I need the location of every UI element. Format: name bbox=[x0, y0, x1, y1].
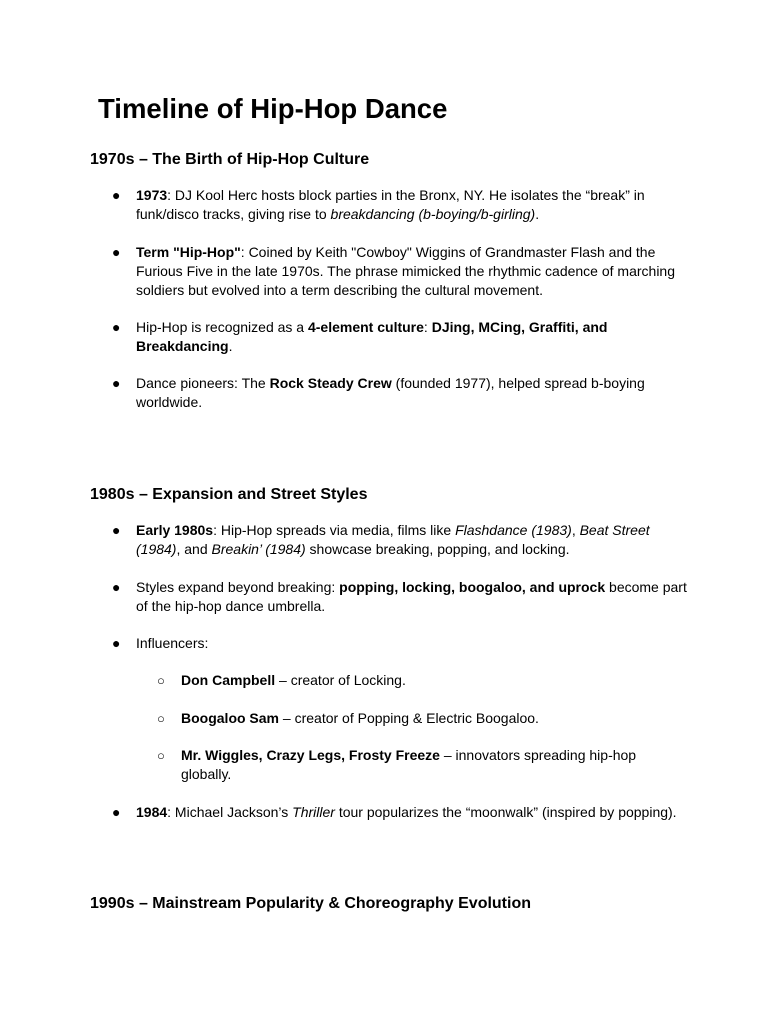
text-segment: popping, locking, boogaloo, and uprock bbox=[339, 579, 606, 595]
bullet-disc: ● bbox=[112, 522, 121, 538]
item-text bbox=[136, 804, 677, 820]
item-text bbox=[136, 375, 645, 410]
text-segment: , bbox=[571, 522, 580, 538]
text-segment: 1973 bbox=[136, 187, 168, 203]
text-segment: Don Campbell bbox=[181, 672, 276, 688]
bullet-disc: ● bbox=[112, 579, 121, 595]
text-segment: . bbox=[535, 206, 540, 222]
text-segment: Early 1980s bbox=[136, 522, 214, 538]
bullet-circle: ○ bbox=[157, 673, 165, 688]
list-item-1973 bbox=[112, 186, 696, 224]
text-segment: Breakin’ (1984) bbox=[211, 541, 306, 557]
item-text bbox=[136, 579, 687, 614]
text-segment: – creator of Locking. bbox=[275, 672, 406, 688]
text-segment: Flashdance (1983) bbox=[455, 522, 572, 538]
bullet-disc: ● bbox=[112, 375, 121, 391]
sub-list-item-innovators bbox=[157, 746, 671, 784]
text-segment: Dance pioneers: The bbox=[136, 375, 270, 391]
list-item-4-element-culture bbox=[112, 318, 696, 356]
item-text bbox=[136, 635, 208, 651]
text-segment: become part of the hip-hop dance umbrella. bbox=[136, 579, 687, 614]
text-segment: : Coined by Keith "Cowboy" Wiggins of Grandmaster Flash and the Furious Five in the late 1970s. The phrase mimicked the rhythmic cadence of marching soldiers but evolved into a term describing the cultural movement. bbox=[136, 244, 675, 298]
list-item-early-1980s bbox=[112, 521, 696, 559]
list-item-influencers bbox=[112, 634, 696, 653]
item-text bbox=[136, 319, 607, 354]
bullet-disc: ● bbox=[112, 635, 121, 651]
list-item-term-hip-hop bbox=[112, 243, 696, 300]
text-segment: Beat Street (1984) bbox=[136, 522, 650, 557]
text-segment: Hip-Hop is recognized as a bbox=[136, 319, 308, 335]
text-segment: Influencers: bbox=[136, 635, 209, 651]
text-segment: : DJ Kool Herc hosts block parties in the Bronx, NY. He isolates the “break” in funk/disco tracks, giving rise to bbox=[136, 187, 645, 222]
list-item-dance-pioneers bbox=[112, 374, 696, 412]
sub-list-item-don-campbell bbox=[157, 671, 671, 690]
text-segment: (founded 1977), helped spread b-boying worldwide. bbox=[136, 375, 645, 410]
bullet-circle: ○ bbox=[157, 748, 165, 763]
list-item-styles-expand bbox=[112, 578, 696, 616]
text-segment: DJing, MCing, Graffiti, and Breakdancing bbox=[136, 319, 608, 354]
text-segment: . bbox=[228, 338, 233, 354]
text-segment: showcase breaking, popping, and locking. bbox=[305, 541, 570, 557]
section-heading-1970s: 1970s – The Birth of Hip-Hop Culture bbox=[90, 151, 370, 168]
text-segment: tour popularizes the “moonwalk” (inspired by popping). bbox=[334, 804, 677, 820]
text-segment: Rock Steady Crew bbox=[269, 375, 392, 391]
text-segment: , and bbox=[176, 541, 212, 557]
bullet-disc: ● bbox=[112, 244, 121, 260]
bullet-disc: ● bbox=[112, 804, 121, 820]
bullet-disc: ● bbox=[112, 319, 121, 335]
item-text bbox=[136, 187, 645, 222]
text-segment: : Hip-Hop spreads via media, films like bbox=[213, 522, 456, 538]
text-segment: – innovators spreading hip-hop globally. bbox=[181, 747, 637, 782]
text-segment: – creator of Popping & Electric Boogaloo. bbox=[279, 710, 539, 726]
text-segment: Boogaloo Sam bbox=[181, 710, 280, 726]
text-segment: Term "Hip-Hop" bbox=[136, 244, 241, 260]
item-text bbox=[181, 672, 406, 688]
text-segment: 1984 bbox=[136, 804, 168, 820]
bullet-disc: ● bbox=[112, 187, 121, 203]
document-title: Timeline of Hip-Hop Dance bbox=[98, 93, 448, 124]
text-segment: breakdancing (b-boying/b-girling) bbox=[330, 206, 536, 222]
section-heading-1990s: 1990s – Mainstream Popularity & Choreography Evolution bbox=[90, 895, 531, 912]
item-text bbox=[181, 710, 539, 726]
list-item-1984 bbox=[112, 803, 696, 822]
text-segment: Mr. Wiggles, Crazy Legs, Frosty Freeze bbox=[181, 747, 440, 763]
bullet-circle: ○ bbox=[157, 711, 165, 726]
item-text bbox=[136, 522, 650, 557]
text-segment: 4-element culture bbox=[307, 319, 424, 335]
text-segment: Styles expand beyond breaking: bbox=[136, 579, 340, 595]
section-heading-1980s: 1980s – Expansion and Street Styles bbox=[90, 486, 368, 503]
item-text bbox=[136, 244, 675, 298]
sub-list-item-boogaloo-sam bbox=[157, 709, 671, 728]
text-segment: : bbox=[423, 319, 432, 335]
item-text bbox=[181, 747, 636, 782]
text-segment: : Michael Jackson’s bbox=[167, 804, 293, 820]
text-segment: Thriller bbox=[292, 804, 335, 820]
